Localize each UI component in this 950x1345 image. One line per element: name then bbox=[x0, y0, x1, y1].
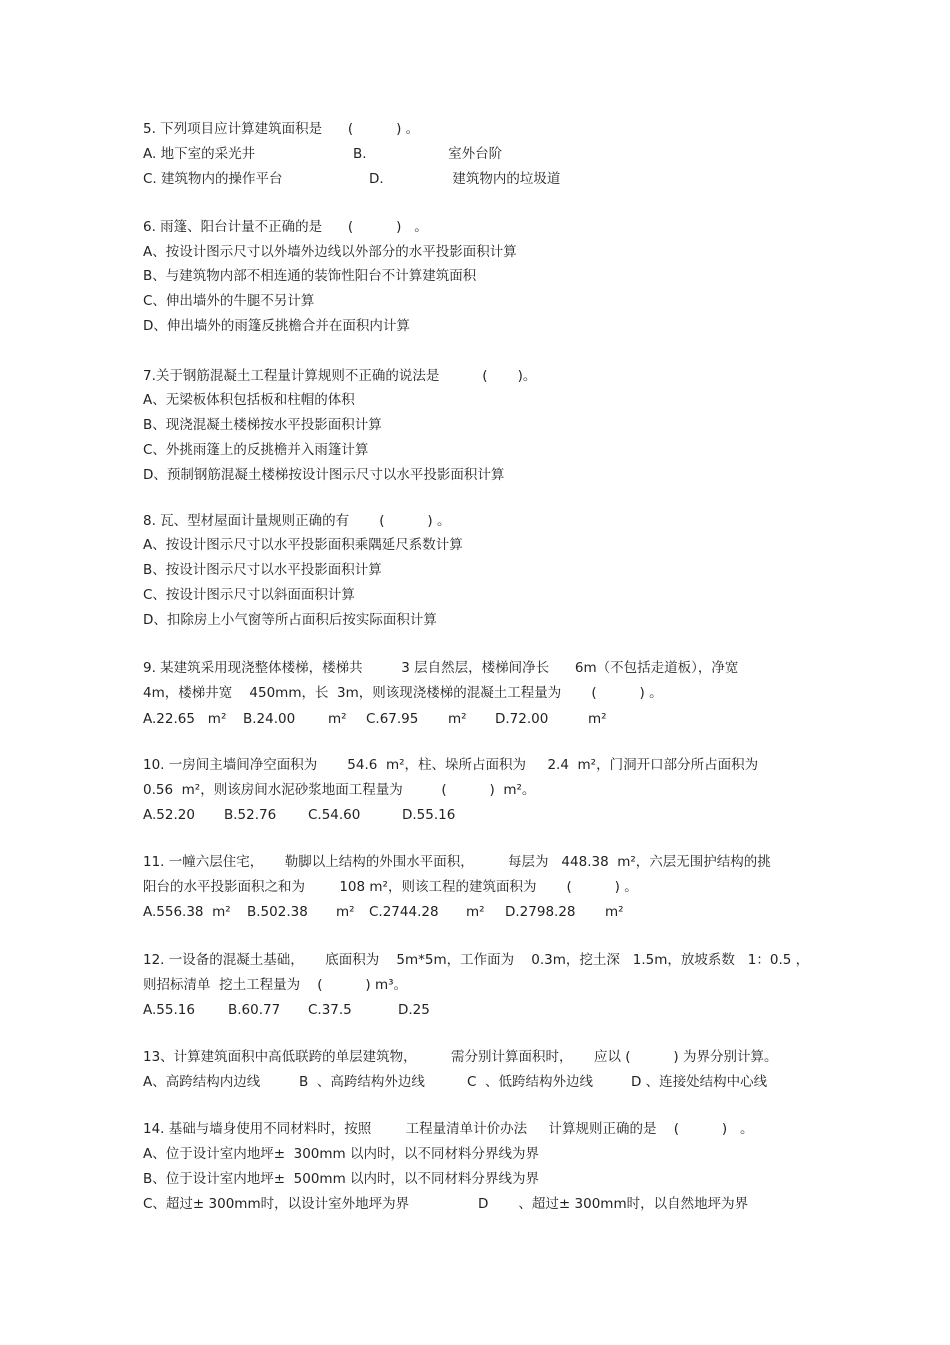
q13-option-c: C 、低跨结构外边线 bbox=[467, 1074, 594, 1090]
q7-option-c: C、外挑雨篷上的反挑檐并入雨篷计算 bbox=[143, 442, 369, 458]
q9-option-b-unit: m² bbox=[328, 711, 347, 727]
q10-stem-line1: 10. 一房间主墙间净空面积为 54.6 m²，柱、垛所占面积为 2.4 m²，门洞开口部分所占面积为 bbox=[143, 757, 759, 773]
q9-option-a: A.22.65 m² bbox=[143, 711, 227, 727]
q12-option-a: A.55.16 bbox=[143, 1002, 195, 1018]
q11-stem-line2: 阳台的水平投影面积之和为 108 m²，则该工程的建筑面积为 ( ) 。 bbox=[143, 879, 638, 895]
q5-option-b: B. 室外台阶 bbox=[353, 146, 503, 162]
q11-option-b: B.502.38 bbox=[247, 904, 308, 920]
q5-option-a: A. 地下室的采光井 bbox=[143, 146, 256, 162]
q13-stem: 13、计算建筑面积中高低联跨的单层建筑物， 需分别计算面积时， 应以 ( ) 为界分别计算。 bbox=[143, 1049, 778, 1065]
q10-option-b: B.52.76 bbox=[224, 807, 277, 823]
q6-stem: 6. 雨篷、阳台计量不正确的是 ( ) 。 bbox=[143, 219, 428, 235]
q12-option-d: D.25 bbox=[398, 1002, 430, 1018]
q7-option-d: D、预制钢筋混凝土楼梯按设计图示尺寸以水平投影面积计算 bbox=[143, 467, 505, 483]
q12-stem-line2: 则招标清单 挖土工程量为 ( ) m³。 bbox=[143, 977, 408, 993]
q14-option-a: A、位于设计室内地坪± 300mm 以内时，以不同材料分界线为界 bbox=[143, 1146, 539, 1162]
q11-option-a: A.556.38 m² bbox=[143, 904, 231, 920]
q5-stem: 5. 下列项目应计算建筑面积是 ( ) 。 bbox=[143, 121, 420, 137]
q11-option-b-unit: m² bbox=[336, 904, 355, 920]
q9-option-d-unit: m² bbox=[588, 711, 607, 727]
q14-stem: 14. 基础与墙身使用不同材料时，按照 工程量清单计价办法 计算规则正确的是 ( ) 。 bbox=[143, 1121, 754, 1137]
q12-stem-line1: 12. 一设备的混凝土基础， 底面积为 5m*5m，工作面为 0.3m，挖土深 1.5m，放坡系数 1：0.5 ， bbox=[143, 952, 810, 968]
q11-option-c-unit: m² bbox=[466, 904, 485, 920]
q14-option-b: B、位于设计室内地坪± 500mm 以内时，以不同材料分界线为界 bbox=[143, 1171, 540, 1187]
q8-option-d: D、扣除房上小气窗等所占面积后按实际面积计算 bbox=[143, 612, 437, 628]
q5-option-d: D. 建筑物内的垃圾道 bbox=[369, 171, 561, 187]
q7-option-b: B、现浇混凝土楼梯按水平投影面积计算 bbox=[143, 417, 382, 433]
q11-option-d-unit: m² bbox=[605, 904, 624, 920]
q10-option-a: A.52.20 bbox=[143, 807, 195, 823]
q6-option-b: B、与建筑物内部不相连通的装饰性阳台不计算建筑面积 bbox=[143, 268, 477, 284]
q9-stem-line2: 4m，楼梯井宽 450mm，长 3m，则该现浇楼梯的混凝土工程量为 ( ) 。 bbox=[143, 685, 663, 701]
q9-option-d: D.72.00 bbox=[495, 711, 549, 727]
q6-option-c: C、伸出墙外的牛腿不另计算 bbox=[143, 293, 315, 309]
q8-option-a: A、按设计图示尺寸以水平投影面积乘隅延尺系数计算 bbox=[143, 537, 463, 553]
q12-option-b: B.60.77 bbox=[228, 1002, 281, 1018]
q12-option-c: C.37.5 bbox=[308, 1002, 352, 1018]
q5-option-c: C. 建筑物内的操作平台 bbox=[143, 171, 283, 187]
q13-option-d: D 、连接处结构中心线 bbox=[631, 1074, 768, 1090]
q14-option-c: C、超过± 300mm时，以设计室外地坪为界 bbox=[143, 1196, 410, 1212]
q13-option-b: B 、高跨结构外边线 bbox=[299, 1074, 425, 1090]
q8-stem: 8. 瓦、型材屋面计量规则正确的有 ( ) 。 bbox=[143, 513, 451, 529]
q6-option-d: D、伸出墙外的雨篷反挑檐合并在面积内计算 bbox=[143, 318, 410, 334]
q11-option-c: C.2744.28 bbox=[369, 904, 439, 920]
q6-option-a: A、按设计图示尺寸以外墙外边线以外部分的水平投影面积计算 bbox=[143, 244, 517, 260]
q8-option-b: B、按设计图示尺寸以水平投影面积计算 bbox=[143, 562, 382, 578]
q9-stem-line1: 9. 某建筑采用现浇整体楼梯，楼梯共 3 层自然层，楼梯间净长 6m（不包括走道板），净宽 bbox=[143, 660, 739, 676]
q9-option-c-unit: m² bbox=[448, 711, 467, 727]
q10-stem-line2: 0.56 m²，则该房间水泥砂浆地面工程量为 ( ) m²。 bbox=[143, 782, 536, 798]
q7-stem: 7.关于钢筋混凝土工程量计算规则不正确的说法是 ( )。 bbox=[143, 368, 537, 384]
q11-option-d: D.2798.28 bbox=[505, 904, 576, 920]
q8-option-c: C、按设计图示尺寸以斜面面积计算 bbox=[143, 587, 355, 603]
q9-option-b: B.24.00 bbox=[243, 711, 296, 727]
q10-option-d: D.55.16 bbox=[402, 807, 456, 823]
q10-option-c: C.54.60 bbox=[308, 807, 361, 823]
q11-stem-line1: 11. 一幢六层住宅， 勒脚以上结构的外围水平面积， 每层为 448.38 m²，六层无围护结构的挑 bbox=[143, 854, 771, 870]
q7-option-a: A、无梁板体积包括板和柱帽的体积 bbox=[143, 392, 355, 408]
q13-option-a: A、高跨结构内边线 bbox=[143, 1074, 261, 1090]
q9-option-c: C.67.95 bbox=[366, 711, 419, 727]
q14-option-d: D 、超过± 300mm时，以自然地坪为界 bbox=[478, 1196, 749, 1212]
